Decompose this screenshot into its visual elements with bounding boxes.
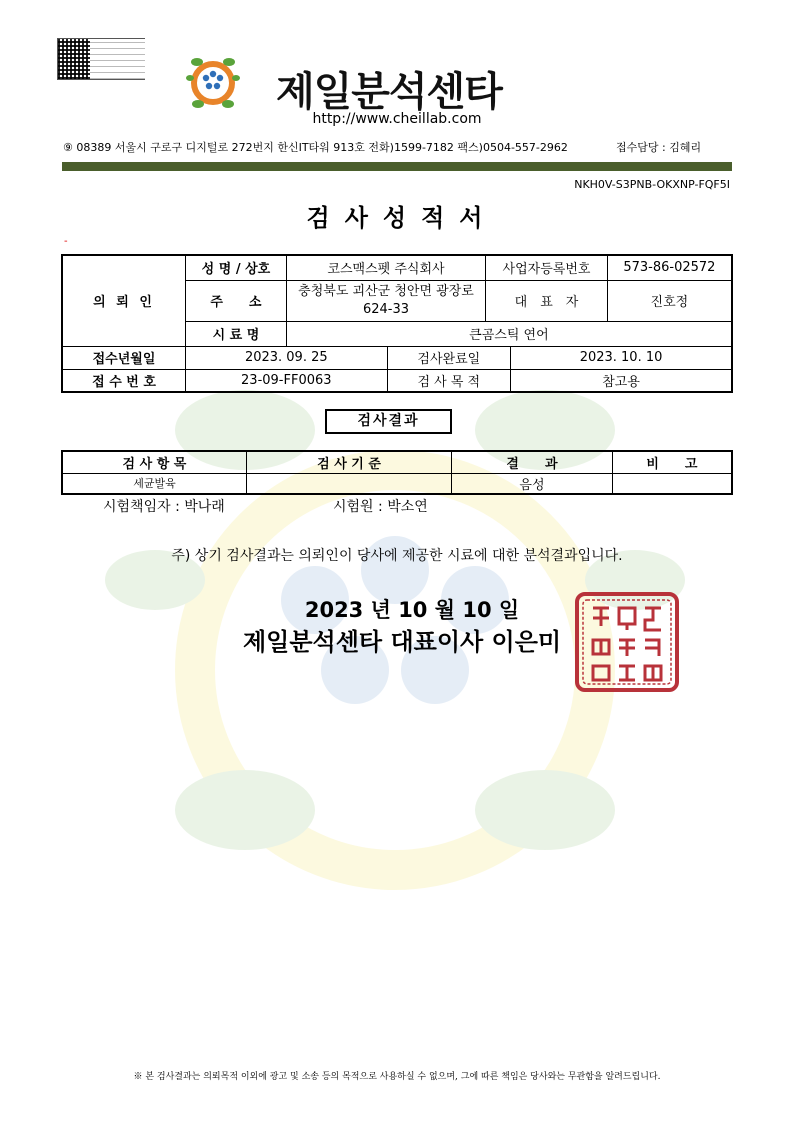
sample-label: 시 료 명	[186, 321, 287, 346]
sample-value: 큰곰스틱 연어	[286, 321, 732, 346]
name-label: 성 명 / 상호	[186, 255, 287, 280]
document-code: NKH0V-S3PNB-OKXNP-FQF5I	[574, 178, 730, 191]
qr-code	[57, 38, 145, 80]
receiver-info: 접수담당 : 김혜리	[616, 141, 702, 154]
results-header-item: 검 사 항 목	[62, 451, 246, 473]
document-title: 검사성적서	[306, 204, 498, 232]
address-label: 주 소	[186, 280, 287, 321]
issue-date: 2023 년 10 월 10 일	[304, 598, 520, 622]
footer-disclaimer: ※ 본 검사결과는 의뢰목적 이외에 광고 및 소송 등의 목적으로 사용하실 수 없으며, 그에 따른 책임은 당사와는 무관함을 알려드립니다.	[133, 1072, 661, 1082]
results-header-standard: 검 사 기 준	[246, 451, 451, 473]
result-note	[612, 473, 732, 494]
bizno-label: 사업자등록번호	[486, 255, 608, 280]
received-date-label: 접수년월일	[62, 346, 186, 369]
disclaimer-note: 주) 상기 검사결과는 의뢰인이 당사에 제공한 시료에 대한 분석결과입니다.	[171, 548, 623, 564]
completed-date-value: 2023. 10. 10	[511, 346, 732, 369]
name-value: 코스맥스펫 주식회사	[286, 255, 485, 280]
results-section-title: 검사결과	[325, 409, 452, 434]
address-value: 충청북도 괴산군 청안면 광장로 624-33	[286, 280, 485, 321]
results-table	[61, 450, 733, 495]
results-header-result: 결 과	[452, 451, 613, 473]
receipt-number-label: 접 수 번 호	[62, 369, 186, 392]
result-item: 세균발육	[62, 473, 246, 494]
results-header-note: 비 고	[612, 451, 732, 473]
result-standard	[246, 473, 451, 494]
company-url[interactable]: http://www.cheillab.com	[312, 111, 482, 127]
tester: 시험원 : 박소연	[333, 499, 428, 515]
representative-value: 진호정	[607, 280, 732, 321]
ceo-signature-line: 제일분석센타 대표이사 이은미	[243, 628, 562, 656]
company-name: 제일분석센타	[276, 69, 502, 115]
client-section-label: 의 뢰 인	[62, 255, 186, 346]
result-value: 음성	[452, 473, 613, 494]
representative-label: 대 표 자	[486, 280, 608, 321]
official-seal-icon	[575, 592, 679, 692]
red-mark: -	[64, 236, 68, 247]
table-row	[62, 473, 732, 494]
responsible-tester: 시험책임자 : 박나래	[103, 499, 225, 515]
company-logo-icon	[186, 56, 240, 110]
completed-date-label: 검사완료일	[387, 346, 511, 369]
client-info-table	[61, 254, 733, 393]
received-date-value: 2023. 09. 25	[186, 346, 387, 369]
purpose-label: 검 사 목 적	[387, 369, 511, 392]
receipt-number-value: 23-09-FF0063	[186, 369, 387, 392]
company-contact: ⑨ 08389 서울시 구로구 디지털로 272번지 한신IT타워 913호 전화)1599-7182 팩스)0504-557-2962	[63, 141, 568, 154]
bizno-value: 573-86-02572	[607, 255, 732, 280]
header-divider	[62, 162, 732, 171]
purpose-value: 참고용	[511, 369, 732, 392]
